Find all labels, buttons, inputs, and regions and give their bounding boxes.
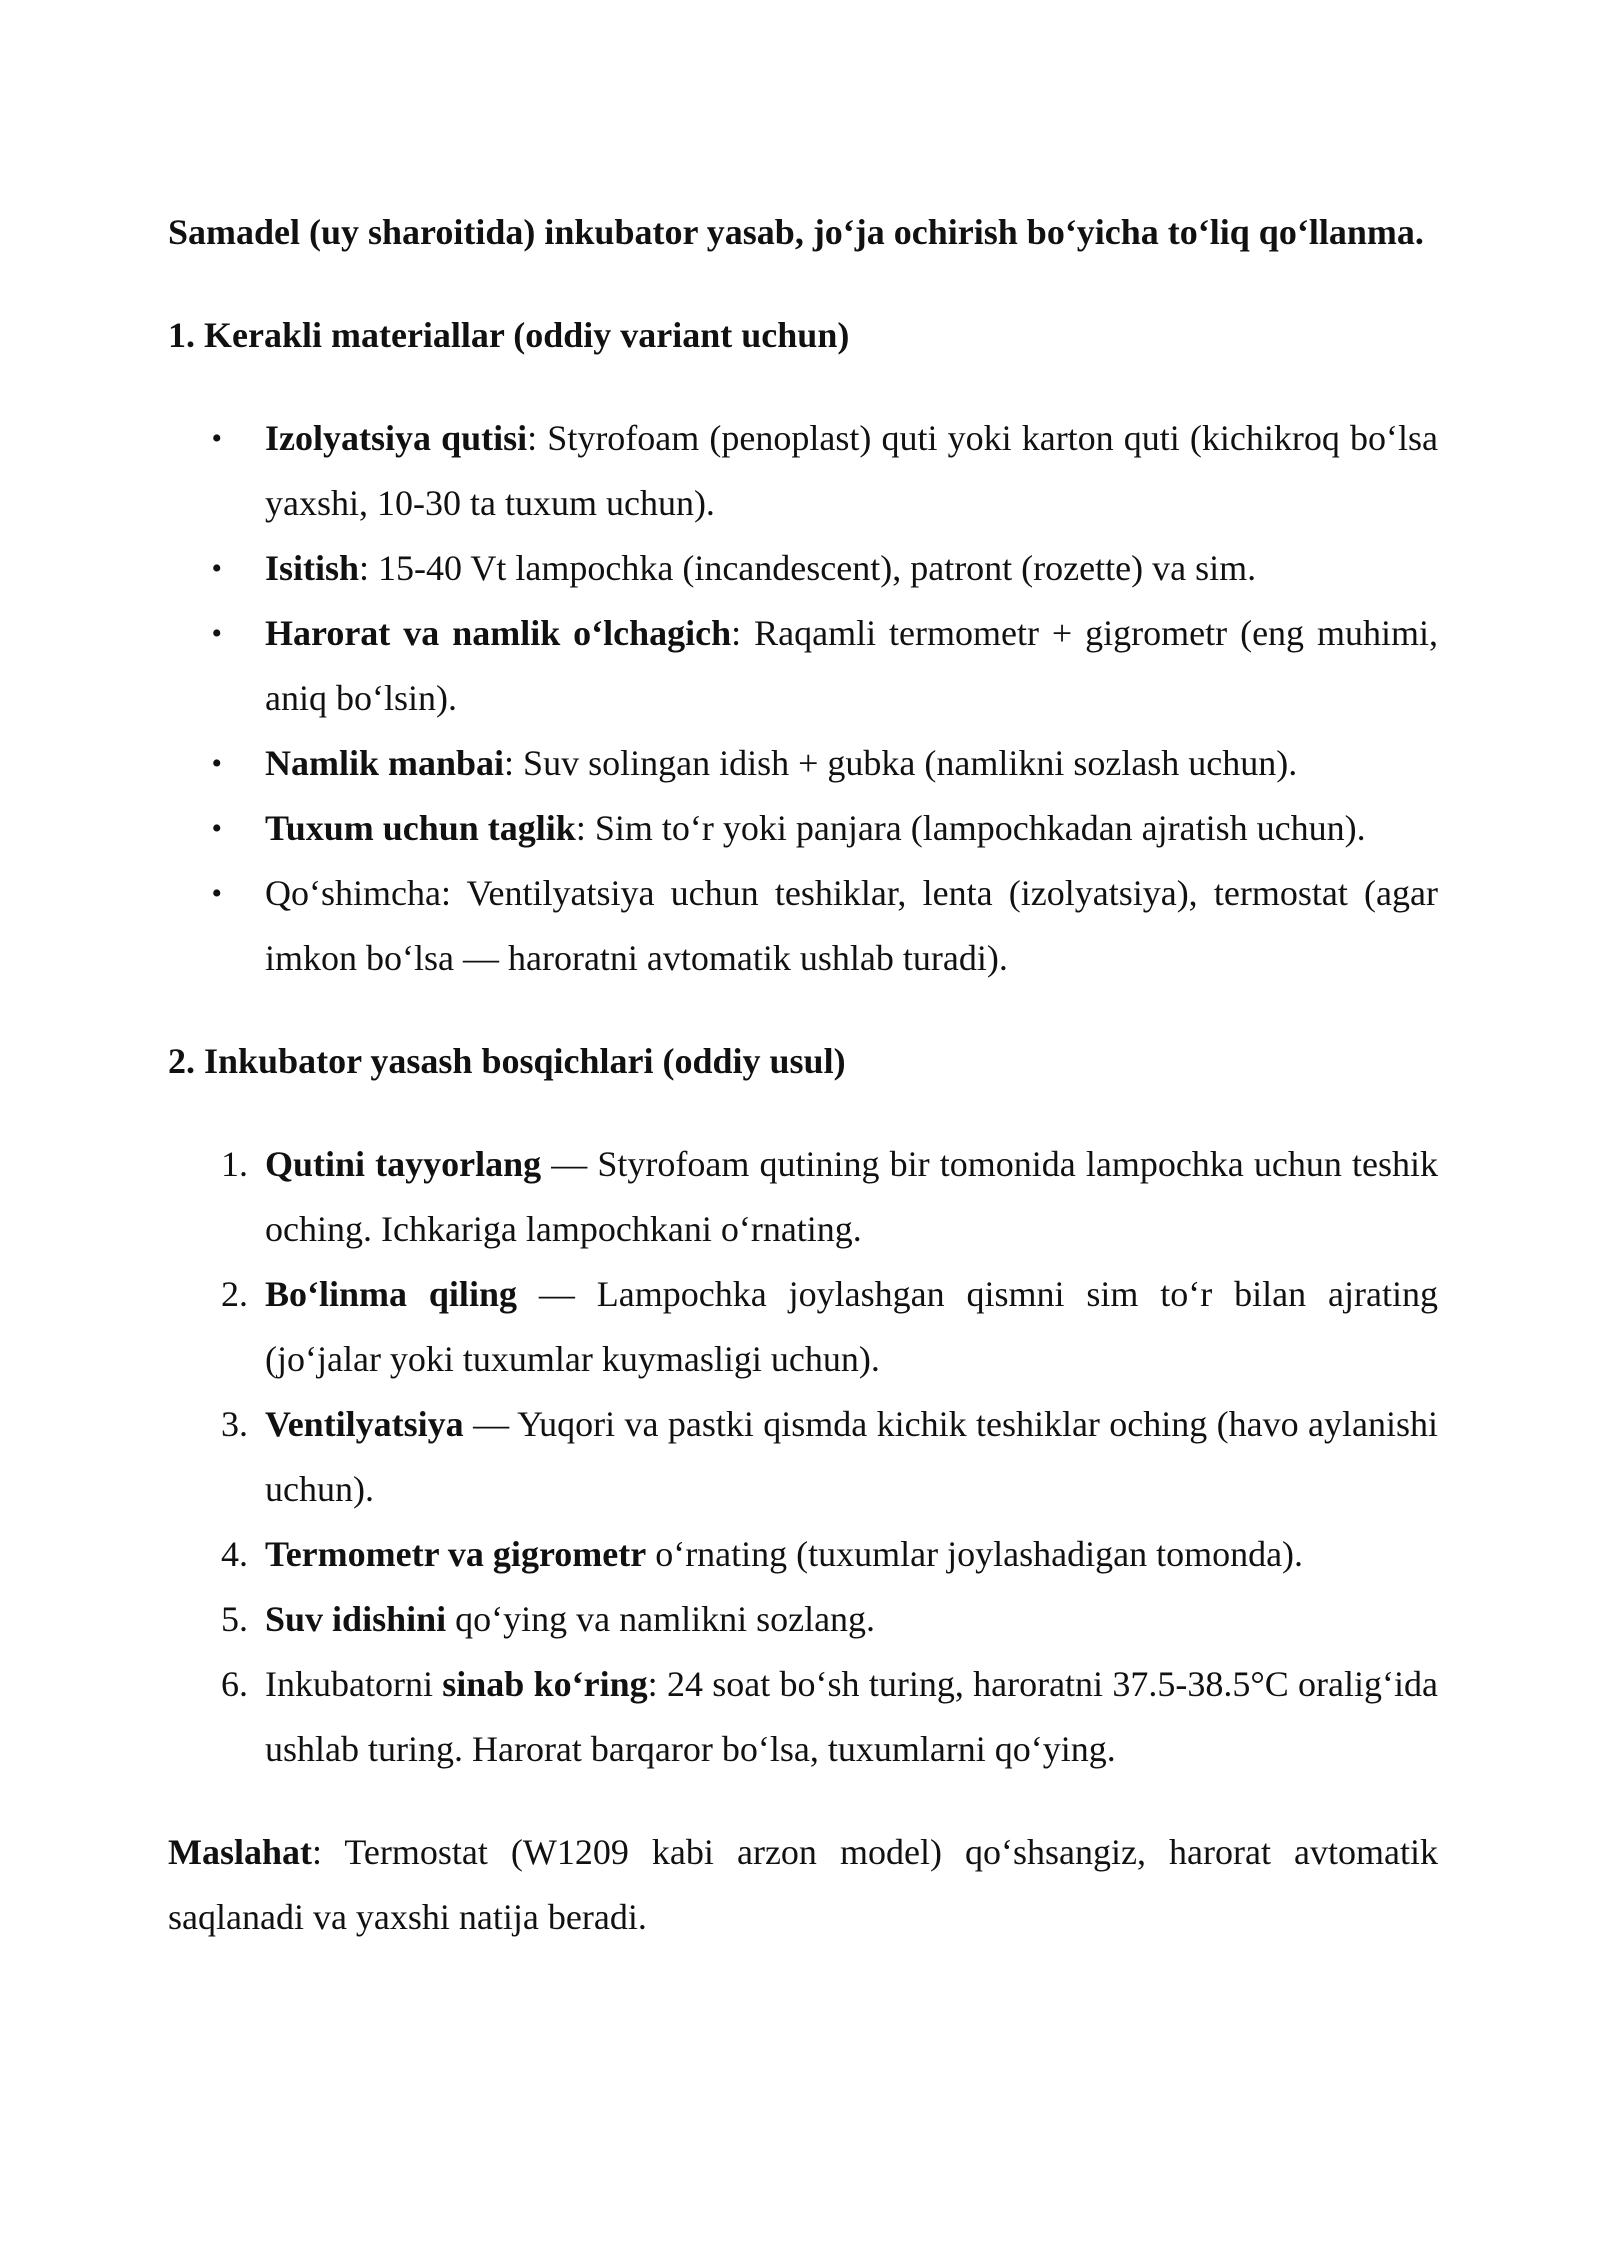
list-item: • Izolyatsiya qutisi: Styrofoam (penoplast) quti yoki karton quti (kichikroq bo‘lsa yaxshi, 10-30 ta tuxum uchun). bbox=[168, 406, 1438, 536]
materials-list bbox=[168, 406, 1438, 991]
tip-paragraph: Maslahat: Termostat (W1209 kabi arzon model) qo‘shsangiz, harorat avtomatik saqlanadi va yaxshi natija beradi. bbox=[168, 1832, 1438, 1937]
steps-list bbox=[168, 1132, 1438, 1782]
list-item: • Qo‘shimcha: Ventilyatsiya uchun teshiklar, lenta (izolyatsiya), termostat (agar imkon bo‘lsa — haroratni avtomatik ushlab turadi). bbox=[168, 861, 1438, 991]
step-number: 3. bbox=[221, 1404, 248, 1444]
step-number: 1. bbox=[221, 1144, 248, 1184]
list-item: • Tuxum uchun taglik: Sim to‘r yoki panjara (lampochkadan ajratish uchun). bbox=[168, 796, 1438, 861]
section-2-heading: 2. Inkubator yasash bosqichlari (oddiy usul) bbox=[168, 1041, 846, 1081]
step-item: 5. Suv idishini qo‘ying va namlikni sozlang. bbox=[168, 1587, 1438, 1652]
list-item: • Isitish: 15-40 Vt lampochka (incandescent), patront (rozette) va sim. bbox=[168, 536, 1438, 601]
step-number: 5. bbox=[221, 1599, 248, 1639]
step-number: 6. bbox=[221, 1664, 248, 1704]
step-item: 6. Inkubatorni sinab ko‘ring: 24 soat bo‘sh turing, haroratni 37.5-38.5°C oralig‘ida ushlab turing. Harorat barqaror bo‘lsa, tuxumlarni qo‘ying. bbox=[168, 1652, 1438, 1782]
step-number: 4. bbox=[221, 1534, 248, 1574]
document-title: Samadel (uy sharoitida) inkubator yasab, jo‘ja ochirish bo‘yicha to‘liq qo‘llanma. bbox=[168, 212, 1424, 252]
bullet-icon: • bbox=[211, 617, 222, 650]
step-item: 3. Ventilyatsiya — Yuqori va pastki qismda kichik teshiklar oching (havo aylanishi uchun). bbox=[168, 1392, 1438, 1522]
step-item: 4. Termometr va gigrometr o‘rnating (tuxumlar joylashadigan tomonda). bbox=[168, 1522, 1438, 1587]
document-page bbox=[168, 200, 1438, 1950]
list-item: • Namlik manbai: Suv solingan idish + gubka (namlikni sozlash uchun). bbox=[168, 731, 1438, 796]
bullet-icon: • bbox=[211, 877, 222, 910]
bullet-icon: • bbox=[211, 552, 222, 585]
step-item: 2. Bo‘linma qiling — Lampochka joylashgan qismni sim to‘r bilan ajrating (jo‘jalar yoki tuxumlar kuymasligi uchun). bbox=[168, 1262, 1438, 1392]
step-item: 1. Qutini tayyorlang — Styrofoam qutining bir tomonida lampochka uchun teshik oching. Ichkariga lampochkani o‘rnating. bbox=[168, 1132, 1438, 1262]
bullet-icon: • bbox=[211, 812, 222, 845]
bullet-icon: • bbox=[211, 422, 222, 455]
list-item: • Harorat va namlik o‘lchagich: Raqamli termometr + gigrometr (eng muhimi, aniq bo‘lsin). bbox=[168, 601, 1438, 731]
bullet-icon: • bbox=[211, 747, 222, 780]
step-number: 2. bbox=[221, 1274, 248, 1314]
section-1-heading: 1. Kerakli materiallar (oddiy variant uchun) bbox=[168, 315, 850, 355]
